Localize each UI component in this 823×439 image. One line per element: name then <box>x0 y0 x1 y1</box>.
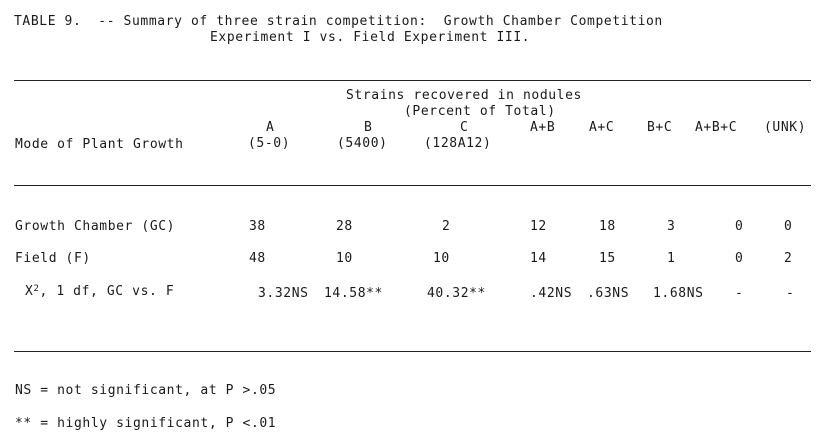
col-sub-b: (5400) <box>337 136 388 151</box>
table-cell: 12 <box>530 219 547 234</box>
table-cell: 2 <box>442 219 451 234</box>
table-cell: 1.68NS <box>653 286 704 301</box>
col-sub-a: (5-0) <box>248 136 291 151</box>
header-rule <box>14 185 811 186</box>
col-header-ac: A+C <box>589 120 615 135</box>
col-header-unk: (UNK) <box>764 120 807 135</box>
col-header-ab: A+B <box>530 120 556 135</box>
table-cell: 28 <box>336 219 353 234</box>
table-cell: 10 <box>336 251 353 266</box>
row-label-field: Field (F) <box>15 251 91 266</box>
col-header-bc: B+C <box>647 120 673 135</box>
table-cell: 14.58** <box>324 286 383 301</box>
table-cell: 38 <box>249 219 266 234</box>
top-rule <box>14 80 811 81</box>
row-header-label: Mode of Plant Growth <box>15 137 184 152</box>
table-cell: 18 <box>599 219 616 234</box>
table-cell: 0 <box>735 219 744 234</box>
table-cell: .63NS <box>587 286 630 301</box>
footnote-ns: NS = not significant, at P >.05 <box>15 383 277 398</box>
table-cell: 10 <box>433 251 450 266</box>
table-cell: 0 <box>784 219 793 234</box>
table-title-line2: Experiment I vs. Field Experiment III. <box>210 30 531 45</box>
strains-group-sublabel: (Percent of Total) <box>404 104 556 119</box>
table-title-line1: TABLE 9. -- Summary of three strain competition: Growth Chamber Competition <box>14 14 663 29</box>
col-header-abc: A+B+C <box>695 120 738 135</box>
col-header-c: C <box>460 120 469 135</box>
chi-symbol: X <box>25 284 34 299</box>
table-cell: 0 <box>735 251 744 266</box>
row-label-growth-chamber: Growth Chamber (GC) <box>15 219 176 234</box>
strains-group-label: Strains recovered in nodules <box>346 88 582 103</box>
table-cell: - <box>735 286 744 301</box>
table-cell: 14 <box>530 251 547 266</box>
table-cell: - <box>786 286 795 301</box>
table-cell: .42NS <box>530 286 573 301</box>
bottom-rule <box>14 351 811 352</box>
col-header-a: A <box>266 120 275 135</box>
table-cell: 15 <box>599 251 616 266</box>
table-cell: 3 <box>667 219 676 234</box>
table-cell: 48 <box>249 251 266 266</box>
chi-label-rest: , 1 df, GC vs. F <box>39 284 175 299</box>
row-label-chi-square <box>25 284 174 300</box>
col-sub-c: (128A12) <box>424 136 492 151</box>
col-header-b: B <box>364 120 373 135</box>
table-cell: 2 <box>784 251 793 266</box>
chi-superscript: 2 <box>33 284 40 294</box>
footnote-highly-significant: ** = highly significant, P <.01 <box>15 416 277 431</box>
table-cell: 40.32** <box>427 286 486 301</box>
table-cell: 1 <box>667 251 676 266</box>
table-cell: 3.32NS <box>258 286 309 301</box>
